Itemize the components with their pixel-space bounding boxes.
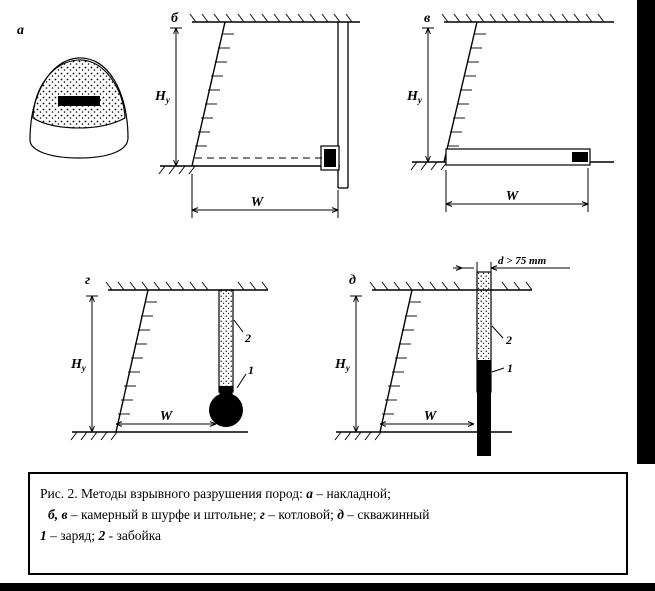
caption-letter-g: г xyxy=(259,506,265,522)
panel-v-charge-block xyxy=(572,152,588,162)
panel-g-charge-leader xyxy=(237,374,246,388)
panel-g-slope-face xyxy=(116,290,148,432)
panel-g-spherical-charge xyxy=(209,393,243,427)
panel-g-top-hatching xyxy=(106,282,268,290)
panel-g-stemming-leader xyxy=(234,320,243,332)
panel-d-stemming-leader xyxy=(492,326,503,338)
panel-d-diameter-label: d > 75 mm xyxy=(498,255,547,267)
caption-prefix: Рис. 2. Методы взрывного разрушения пород: xyxy=(40,486,307,501)
panel-g-width-label: W xyxy=(159,409,173,424)
panel-d-width-label: W xyxy=(423,409,437,424)
panel-v-width-label: W xyxy=(505,189,519,204)
caption-mid-1: – камерный в шурфе и штольне; xyxy=(67,506,260,522)
panel-g-height-label: $H_у$ xyxy=(71,357,86,373)
overlay-charge-block xyxy=(58,96,100,106)
caption-letter-d: д xyxy=(337,506,344,522)
caption-num-2: 2 xyxy=(98,527,106,543)
panel-v-height-label: $H_у$ xyxy=(407,89,422,105)
panel-b-width-label: W xyxy=(250,195,264,210)
panel-g-stemming-callout: 2 xyxy=(245,331,251,345)
panel-g-charge-neck xyxy=(220,386,233,398)
panel-d-bottom-hatching xyxy=(335,432,381,440)
panel-d-letter: д xyxy=(349,273,356,288)
caption-line-3 xyxy=(40,526,616,547)
panel-d-charge-column xyxy=(477,360,491,456)
panel-d-top-hatching xyxy=(370,282,532,290)
caption-line-2 xyxy=(40,505,616,526)
panel-d-stemming-callout: 2 xyxy=(506,333,512,347)
panel-d-slope-face xyxy=(380,290,412,432)
panel-b-letter: б xyxy=(171,11,178,26)
panel-d-group xyxy=(334,255,570,456)
panel-g-charge-callout: 1 xyxy=(248,363,254,377)
panel-v-slope-hatching xyxy=(447,34,486,146)
panel-a-group xyxy=(17,23,128,158)
caption-letter-a: а xyxy=(306,486,314,501)
right-black-border xyxy=(637,0,655,464)
caption-num-1: 1 xyxy=(40,527,47,543)
panel-v-bottom-hatching xyxy=(411,162,447,170)
caption-letters-bv: б, в xyxy=(48,506,68,522)
panel-g-bottom-hatching xyxy=(71,432,117,440)
panel-g-stemming-column xyxy=(219,290,233,392)
caption-mid-3: – заряд; xyxy=(46,527,99,543)
panel-d-charge-callout: 1 xyxy=(507,361,513,375)
caption-suffix-2: – скважинный xyxy=(343,506,430,522)
panel-b-bottom-hatching xyxy=(159,166,195,174)
panel-v-top-hatching xyxy=(442,14,604,22)
panel-g-letter: г xyxy=(85,273,91,288)
caption-line-1 xyxy=(40,484,616,505)
panel-v-slope-face xyxy=(444,22,477,162)
panel-b-group xyxy=(154,11,360,218)
figure-caption-box xyxy=(28,472,628,575)
mound-upper-surface xyxy=(33,60,125,128)
panel-v-letter: в xyxy=(424,11,431,26)
panel-b-top-hatching xyxy=(190,14,352,22)
panel-d-height-label: $H_у$ xyxy=(335,357,350,373)
caption-suffix-3: - забойка xyxy=(105,527,162,543)
panel-v-group xyxy=(406,11,614,212)
panel-b-slope-face xyxy=(192,22,225,166)
panel-a-letter: а xyxy=(17,23,24,38)
caption-mid-2: – котловой; xyxy=(264,506,338,522)
caption-suffix-1: – накладной; xyxy=(313,486,391,501)
panel-d-charge-leader xyxy=(492,368,504,372)
panel-v-adit-tunnel xyxy=(446,149,590,165)
panel-g-group xyxy=(70,273,268,440)
panel-b-height-label: $H_у$ xyxy=(155,89,170,105)
bottom-black-border xyxy=(0,583,655,591)
panel-b-charge-block xyxy=(324,149,336,167)
